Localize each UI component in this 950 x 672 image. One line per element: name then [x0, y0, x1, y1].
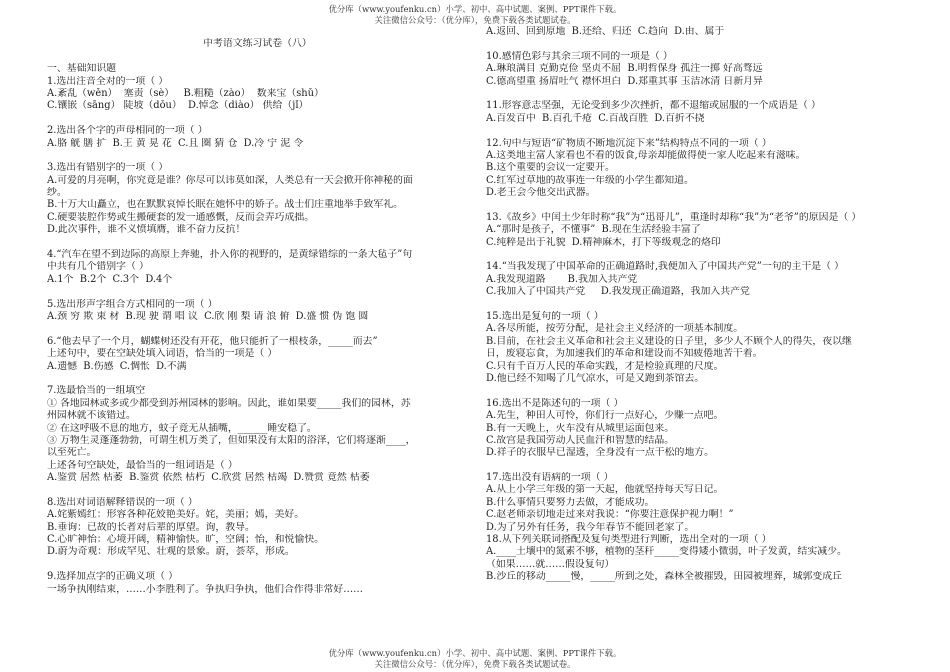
- text-line: A.____土壤中的氮素不够，植物的茎秆_____变得矮小微弱，叶子发黄，结实减少。: [486, 546, 847, 558]
- text-line: B.这个重要的会议一定要开。: [486, 162, 615, 174]
- text-line: 9.选择加点字的正确义项（ ）: [47, 571, 179, 583]
- text-line: [47, 51, 468, 63]
- text-line: 日，废寝忘食，为加速我们的革命和建设而不知疲倦地苦干着。: [486, 348, 763, 360]
- text-line: [47, 26, 468, 38]
- text-line: 中考语文练习试卷（八）: [203, 38, 312, 50]
- text-line: D.蔚为奇观：形成罕见、壮观的景象。蔚，荟萃，形成。: [47, 546, 295, 558]
- text-line: [486, 38, 911, 50]
- text-line: 2.选出各个字的声母相同的一项（ ）: [47, 125, 208, 137]
- text-line: 一、基础知识题: [47, 63, 117, 75]
- text-line: 中共有几个错别字（ ）: [47, 261, 149, 273]
- text-line: A.可爱的月亮啊，你究竟是谁？你尽可以讳莫如深，人类总有一天会掀开你神秘的面: [47, 174, 413, 186]
- text-line: A.鉴赏 居然 枯萎 B.鉴赏 依然 枯朽 C.欣赏 居然 枯竭 D.赞赏 竟然 枯萎: [47, 472, 370, 484]
- text-line: 4.“汽车在望不到边际的高原上奔驰，扑入你的视野的，是黄绿错综的一条大毡子”句: [47, 249, 413, 261]
- text-line: A.胳 觥 膳 扩 B.王 黄 晃 花 C.且 圈 猜 仓 D.冷 宁 泥 令: [47, 137, 304, 149]
- text-line: 10.感情色彩与其余三项不同的一项是（ ）: [486, 50, 673, 62]
- text-line: 15.选出是复句的一项（ ）: [486, 310, 604, 322]
- text-line: 12.句中与短语“矿物质不断地沉淀下来”结构特点不同的一项（ ）: [486, 137, 772, 149]
- text-line: 上述各句空缺处，最恰当的一组词语是（ ）: [47, 459, 238, 471]
- text-line: A.这类地主富人家看也不看的饭食,母亲却能做得使一家人吃起来有滋味。: [486, 149, 806, 161]
- text-line: D.祥子的衣服早已湿透，全身没有一点干松的地方。: [486, 447, 714, 459]
- text-line: D.他已经不知喝了几气凉水，可是又跑到茶馆去。: [486, 372, 705, 384]
- text-line: A.百发百中 B.百孔千疮 C.百战百胜 D.百折不挠: [486, 112, 705, 124]
- text-line: 州园林就不该错过。: [47, 410, 136, 422]
- text-line: [47, 237, 468, 249]
- text-line: 16.选出不是陈述句的一项（ ）: [486, 397, 624, 409]
- text-line: ③ 万物生灵蓬蓬勃勃，可谓生机万类了，但如果没有太阳的浴泽，它们将逐渐____，: [47, 434, 416, 446]
- text-line: A.返回、回到原地 B.还给、归还 C.趋向 D.由、属于: [486, 26, 725, 37]
- text-line: [47, 150, 468, 162]
- text-line: A.各尽所能，按劳分配，是社会主义经济的一项基本制度。: [486, 323, 744, 335]
- text-line: 13.《故乡》中闰土少年时称“我”为“迅哥儿”，重逢时却称“我”为“老爷”的原因是（ ）: [486, 211, 862, 223]
- text-line: 14.“当我发现了中国革命的正确道路时,我便加入了中国共产党”一句的主干是（ ）: [486, 261, 844, 273]
- text-line: C.红军过草地的故事连一年级的小学生都知道。: [486, 174, 694, 186]
- text-line: D.此次事件，谁不义愤填膺，谁不奋力反抗！: [47, 224, 246, 236]
- text-line: A.琳琅满目 克勤克俭 坚贞不屈 B.明哲保身 孤注一掷 好高骛远: [486, 63, 763, 75]
- text-line: B.沙丘的移动_____慢，_____所到之处，森林全被摧毁，田园被埋葬，城郭变成丘: [486, 571, 843, 583]
- text-line: A.紊乱（wěn） 塞责（sè） B.粗糙（zào） 数来宝（shǔ）: [47, 87, 324, 99]
- text-line: [47, 373, 468, 385]
- text-line: 18.从下列关联词搭配及复句类型进行判断，选出全对的一项（ ）: [486, 534, 772, 546]
- text-line: A.先生，种田人可怜，你们行一点好心，少赚一点吧。: [486, 410, 724, 422]
- text-line: B.目前，在社会主义革命和社会主义建设的日子里，多少人不顾个人的得失，夜以继: [486, 335, 852, 347]
- text-line: B.十万大山矗立，也在默默哀悼长眠在她怀中的娇子。战士们庄重地举手致军礼。: [47, 199, 404, 211]
- text-line: 5.选出形声字组合方式相同的一项（ ）: [47, 298, 218, 310]
- text-line: [47, 286, 468, 298]
- text-line: C.只有千百万人民的革命实践，才是检验真理的尺度。: [486, 360, 724, 372]
- text-line: C.我加入了中国共产党 D.我发现正确道路，我加入共产党: [486, 286, 750, 298]
- text-line: 一场争执刚结束，……小李胜利了。争执归争执，他们合作得非常好……: [47, 583, 364, 595]
- text-line: C.心旷神怡：心境开阔，精神愉快。旷，空阔；怡，和悦愉快。: [47, 534, 324, 546]
- text-line: A.颈 穷 欺 束 材 B.现 驶 谓 唱 议 C.欣 刚 梨 请 浪 俯 D.盛 惯 伪 饱 圆: [47, 310, 369, 322]
- text-line: [47, 113, 468, 125]
- text-line: 3.选出有错别字的一项（ ）: [47, 162, 169, 174]
- text-line: 6.“他去早了一个月，蝴蝶树还没有开花，他只能折了一根枝条，_____而去”: [47, 335, 378, 347]
- text-line: C.镶嵌（sāng） 陡坡（dǒu） D.悼念（diào） 供给（jǐ）: [47, 100, 309, 112]
- text-line: C.纯粹是出于礼貌 D.精神麻木，打下等级观念的烙印: [486, 236, 721, 248]
- text-line: [486, 125, 911, 137]
- text-line: 纱。: [47, 187, 67, 199]
- text-line: [486, 249, 911, 261]
- text-line: 11.形容意志坚强，无论受到多少次挫折，都不退缩或屈服的一个成语是（ ）: [486, 100, 821, 112]
- text-line: C.德高望重 扬眉吐气 襟怀坦白 D.郑重其事 玉洁冰清 日新月异: [486, 75, 763, 87]
- text-line: [47, 323, 468, 335]
- text-line: 以至死亡。: [47, 447, 97, 459]
- text-line: ① 各地园林或多或少都受到苏州园林的影响。因此，谁如果要_____我们的园林，苏: [47, 397, 411, 409]
- text-line: C.赵老师亲切地走过来对我说：“你要注意保护视力啊！”: [486, 509, 734, 521]
- text-line: （如果……就……假设复句）: [486, 558, 615, 570]
- header-line-2: 关注微信公众号：（优分库），免费下载各类试题试卷。: [374, 14, 576, 25]
- left-column: [47, 26, 468, 646]
- text-line: B.垂询：已故的长者对后辈的厚望。询，教导。: [47, 521, 255, 533]
- text-line: [486, 299, 911, 311]
- page-header: [0, 4, 950, 25]
- text-line: A.我发现道路 B.我加入共产党: [486, 273, 638, 285]
- text-line: 1.选出注音全对的一项（ ）: [47, 75, 169, 87]
- text-line: [47, 559, 468, 571]
- text-line: D.为了另外有任务，我今年春节不能回老家了。: [486, 521, 695, 533]
- text-line: C.故宫是我国劳动人民血汗和智慧的结晶。: [486, 434, 675, 446]
- text-line: C.硬要装腔作势或生搬硬套的发一通感慨，反而会弄巧成拙。: [47, 211, 315, 223]
- text-line: 17.选出没有语病的一项（ ）: [486, 472, 614, 484]
- right-column: [486, 26, 911, 646]
- text-line: [486, 460, 911, 472]
- text-line: 8.选出对词语解释错误的一项（ ）: [47, 496, 198, 508]
- text-line: A.姹紫嫣红：形容各种花姣艳美好。姹，美丽；嫣，美好。: [47, 509, 305, 521]
- text-line: [486, 199, 911, 211]
- header-line-1: 优分库（www.youfenku.cn）小学、初中、高中试题、案例、PPT课件下载。: [328, 4, 622, 14]
- text-line: D.老王会今他交出武器。: [486, 187, 596, 199]
- text-line: B.有一天晚上，火车没有从城里运面包来。: [486, 422, 675, 434]
- page-footer: [0, 648, 950, 669]
- text-line: ② 在这呼吸不息的地方，蚊子竟无从插嘴，______睡安稳了。: [47, 422, 317, 434]
- footer-line-2: 关注微信公众号：（优分库），免费下载各类试题试卷。: [374, 658, 576, 669]
- text-line: 7.选最恰当的一组填空: [47, 385, 146, 397]
- text-line: [486, 385, 911, 397]
- text-line: 上述句中，要在空缺处填入词语，恰当的一项是（ ）: [47, 348, 278, 360]
- text-line: A.遗憾 B.伤感 C.惆怅 D.不满: [47, 360, 187, 372]
- text-line: B.什么事情只要努力去做，才能成功。: [486, 496, 655, 508]
- text-line: A.从上小学三年级的第一天起，他就坚持每天写日记。: [486, 484, 724, 496]
- text-line: [47, 484, 468, 496]
- text-line: A.“那时是孩子，不懂事” B.现在生活经验丰富了: [486, 224, 701, 236]
- text-line: [486, 88, 911, 100]
- footer-line-1: 优分库（www.youfenku.cn）小学、初中、高中试题、案例、PPT课件下载。: [328, 648, 622, 658]
- text-line: A.1个 B.2个 C.3个 D.4个: [47, 273, 173, 285]
